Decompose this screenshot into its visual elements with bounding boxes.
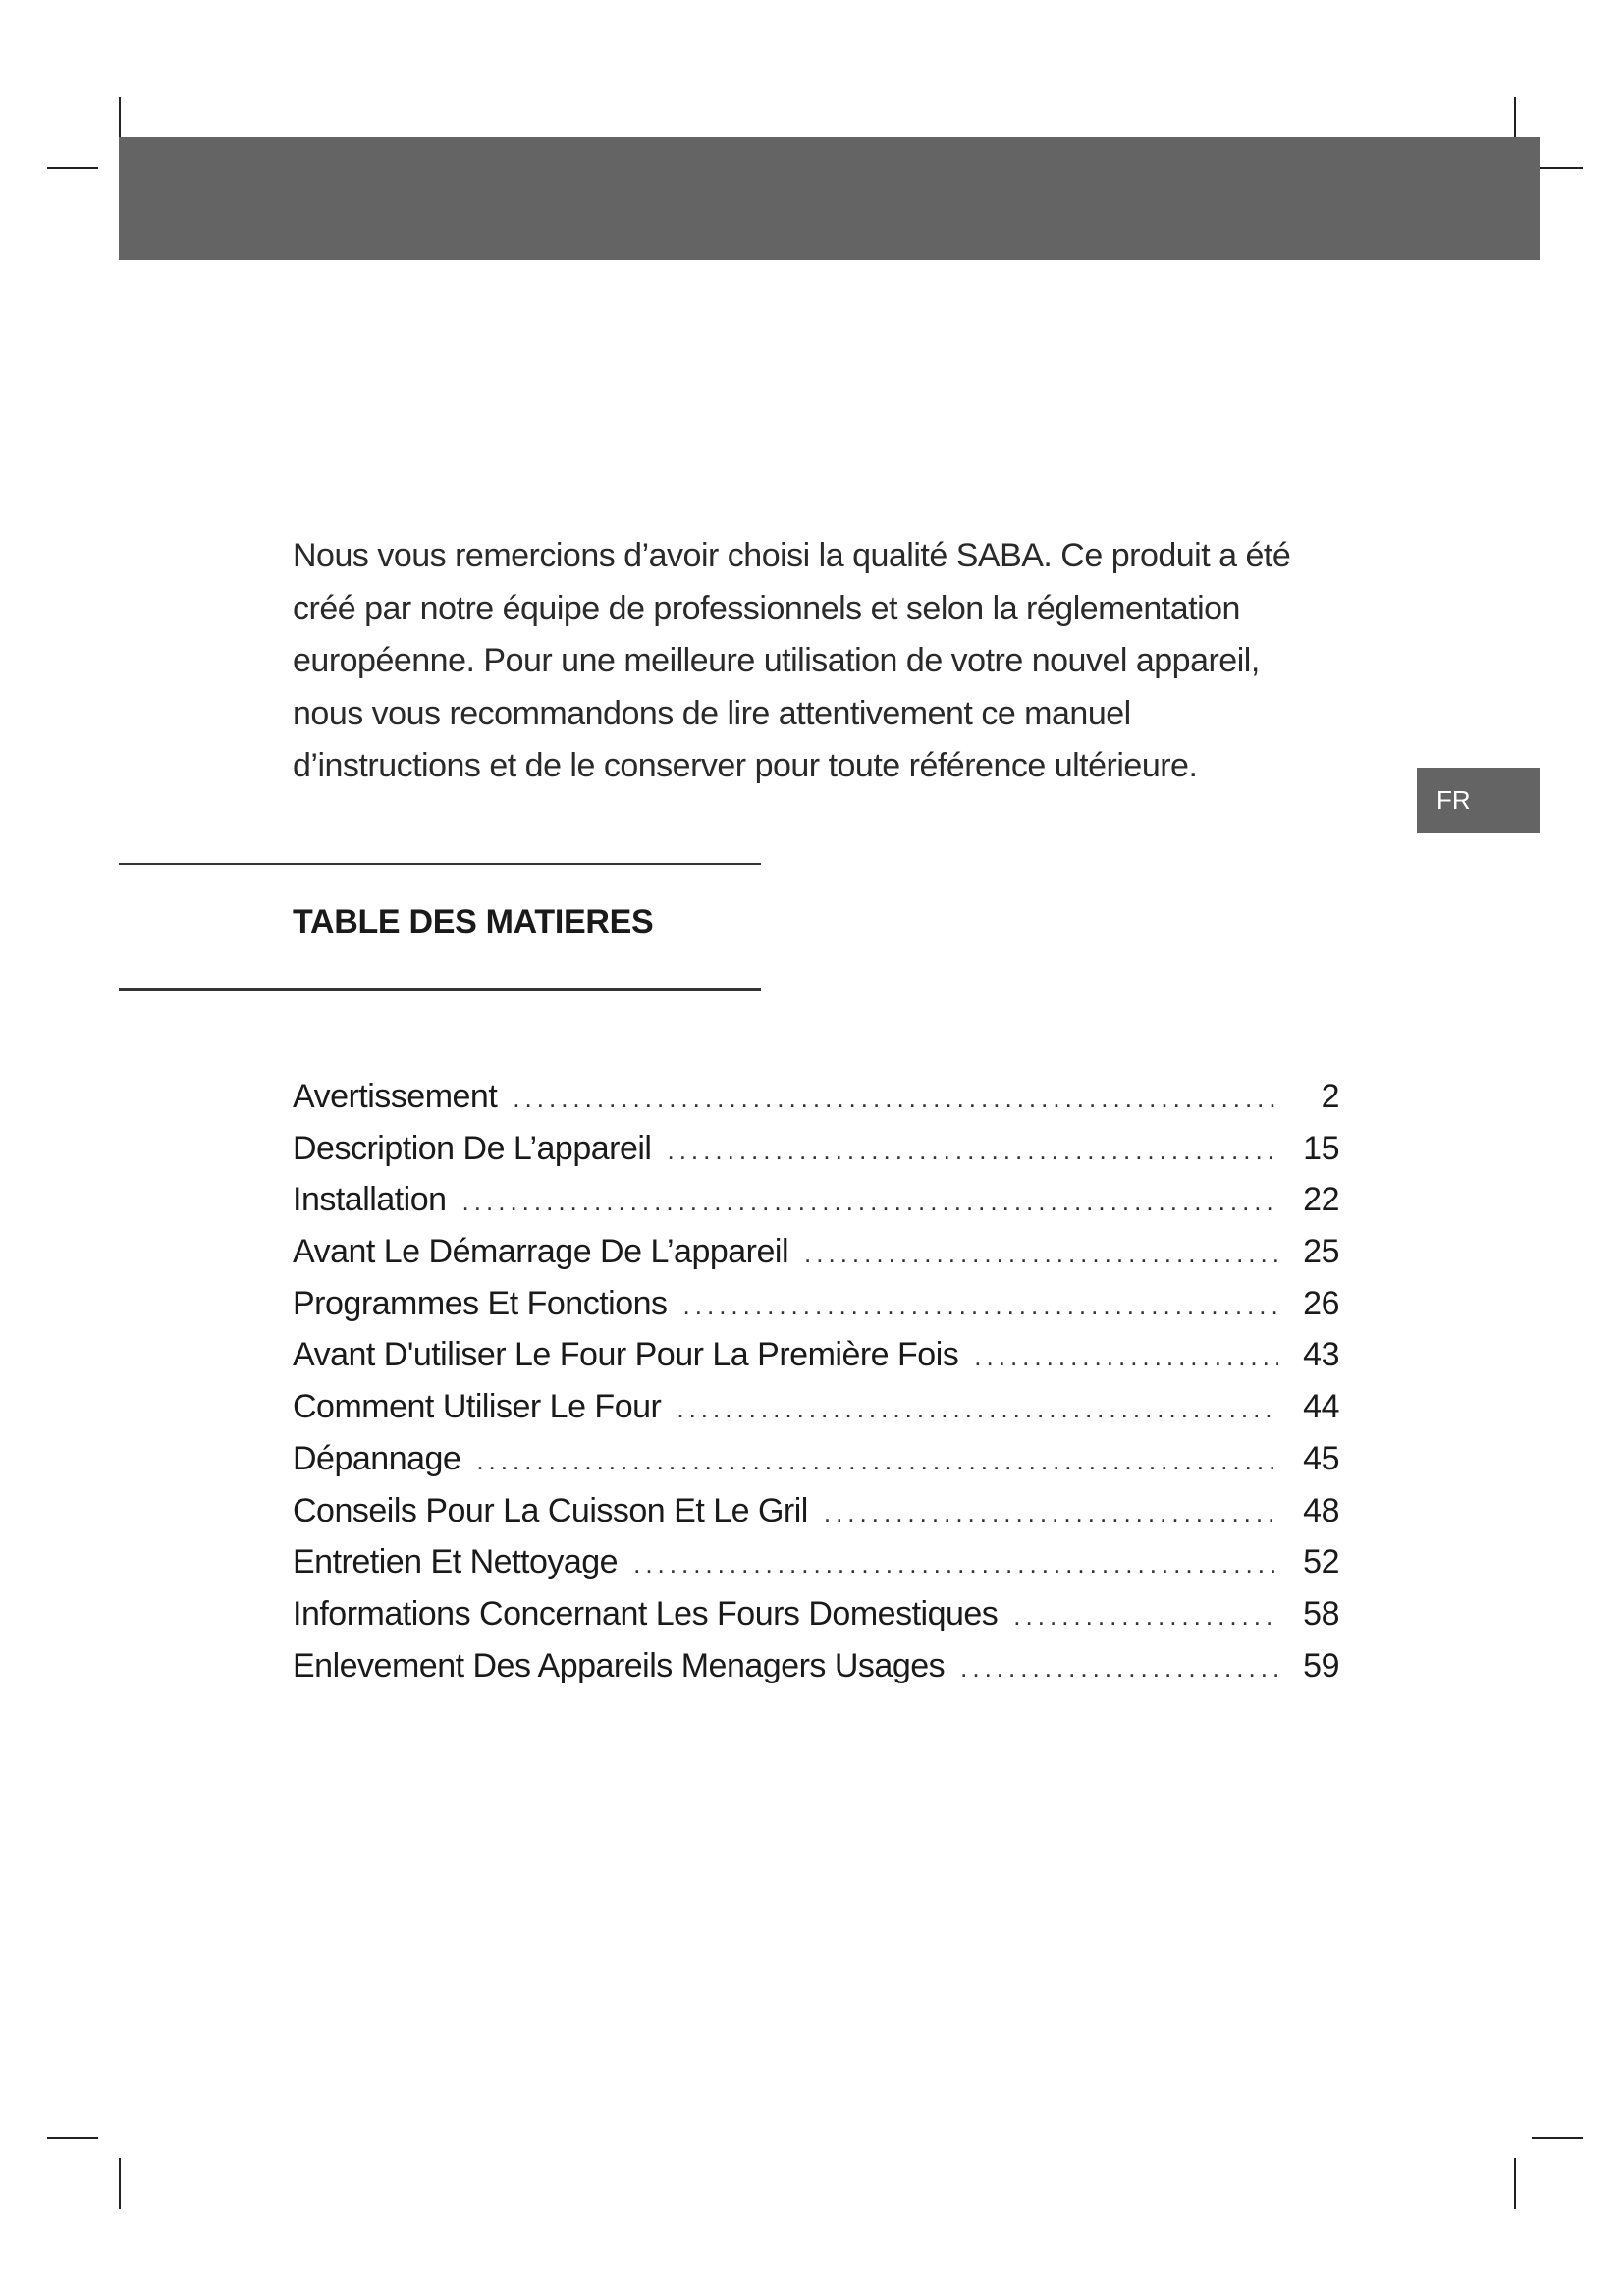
toc-entry[interactable] bbox=[293, 1233, 1339, 1285]
toc-entry-label: Entretien Et Nettoyage bbox=[293, 1543, 619, 1581]
toc-bottom-rule bbox=[119, 988, 761, 991]
toc-entry[interactable] bbox=[293, 1078, 1339, 1130]
language-tab-label: FR bbox=[1436, 785, 1471, 815]
toc-entry[interactable] bbox=[293, 1336, 1339, 1388]
toc-entry-label: Avertissement bbox=[293, 1078, 498, 1115]
toc-dot-leader bbox=[824, 1498, 1278, 1528]
toc-entry-page: 22 bbox=[1303, 1181, 1339, 1219]
toc-entry[interactable] bbox=[293, 1492, 1339, 1544]
toc-entry[interactable] bbox=[293, 1647, 1339, 1699]
toc-entry[interactable] bbox=[293, 1440, 1339, 1492]
crop-mark-bottom-right-horizontal bbox=[1532, 2137, 1583, 2139]
intro-paragraph: Nous vous remercions d’avoir choisi la qualité SABA. Ce produit a été créé par notre équipe de professionnels et selon la réglementation européenne. Pour une meilleure utilisation de votre nouvel appareil, nous vous recommandons de lire attentivement ce manuel d’instructions et de le conserver pour toute référence ultérieure. bbox=[293, 537, 1291, 784]
toc-entry-page: 15 bbox=[1303, 1129, 1339, 1167]
toc-entry[interactable] bbox=[293, 1130, 1339, 1182]
toc-entry[interactable] bbox=[293, 1181, 1339, 1233]
toc-dot-leader bbox=[513, 1084, 1278, 1114]
toc-entry-page: 45 bbox=[1303, 1439, 1339, 1477]
language-tab bbox=[1417, 768, 1540, 833]
toc-dot-leader bbox=[804, 1239, 1278, 1269]
toc-entry[interactable] bbox=[293, 1595, 1339, 1647]
toc-entry[interactable] bbox=[293, 1388, 1339, 1440]
toc-dot-leader bbox=[633, 1549, 1278, 1579]
toc-dot-leader bbox=[677, 1394, 1278, 1424]
toc-entry-label: Comment Utiliser Le Four bbox=[293, 1388, 662, 1426]
toc-entry-label: Conseils Pour La Cuisson Et Le Gril bbox=[293, 1491, 808, 1529]
toc-entry-label: Informations Concernant Les Fours Domestiques bbox=[293, 1594, 999, 1632]
toc-entry-label: Avant Le Démarrage De L’appareil bbox=[293, 1233, 789, 1271]
crop-mark-bottom-left-vertical bbox=[119, 2158, 121, 2209]
toc-entry-page: 59 bbox=[1303, 1646, 1339, 1684]
toc-entry-label: Dépannage bbox=[293, 1439, 461, 1477]
toc-entry-label: Avant D'utiliser Le Four Pour La Première Fois bbox=[293, 1336, 959, 1374]
toc-entry-page: 44 bbox=[1303, 1388, 1339, 1426]
toc-entry-page: 26 bbox=[1303, 1284, 1339, 1322]
toc-dot-leader bbox=[1013, 1601, 1278, 1631]
toc-dot-leader bbox=[667, 1136, 1278, 1166]
toc-entry-label: Installation bbox=[293, 1181, 447, 1219]
toc-entry-page: 48 bbox=[1303, 1491, 1339, 1529]
toc-entry-page: 2 bbox=[1321, 1078, 1339, 1115]
crop-mark-bottom-right-vertical bbox=[1514, 2158, 1516, 2209]
toc-dot-leader bbox=[462, 1187, 1278, 1217]
crop-mark-bottom-left-horizontal bbox=[47, 2137, 98, 2139]
toc-entry-label: Description De L’appareil bbox=[293, 1129, 652, 1167]
toc-dot-leader bbox=[476, 1446, 1278, 1476]
toc-entry-label: Programmes Et Fonctions bbox=[293, 1284, 668, 1322]
toc-entry-label: Enlevement Des Appareils Menagers Usages bbox=[293, 1646, 946, 1684]
toc-entry-page: 43 bbox=[1303, 1336, 1339, 1374]
toc-dot-leader bbox=[683, 1291, 1278, 1321]
toc-entry-page: 52 bbox=[1303, 1543, 1339, 1581]
toc-entry-page: 58 bbox=[1303, 1594, 1339, 1632]
toc-top-rule bbox=[119, 863, 761, 865]
toc-list bbox=[293, 1078, 1339, 1698]
toc-title: TABLE DES MATIERES bbox=[293, 903, 654, 940]
toc-entry[interactable] bbox=[293, 1543, 1339, 1595]
header-band bbox=[119, 137, 1540, 260]
crop-mark-top-left-horizontal bbox=[47, 167, 98, 169]
toc-dot-leader bbox=[960, 1653, 1278, 1683]
toc-entry-page: 25 bbox=[1303, 1233, 1339, 1271]
toc-dot-leader bbox=[974, 1342, 1278, 1372]
toc-entry[interactable] bbox=[293, 1285, 1339, 1337]
